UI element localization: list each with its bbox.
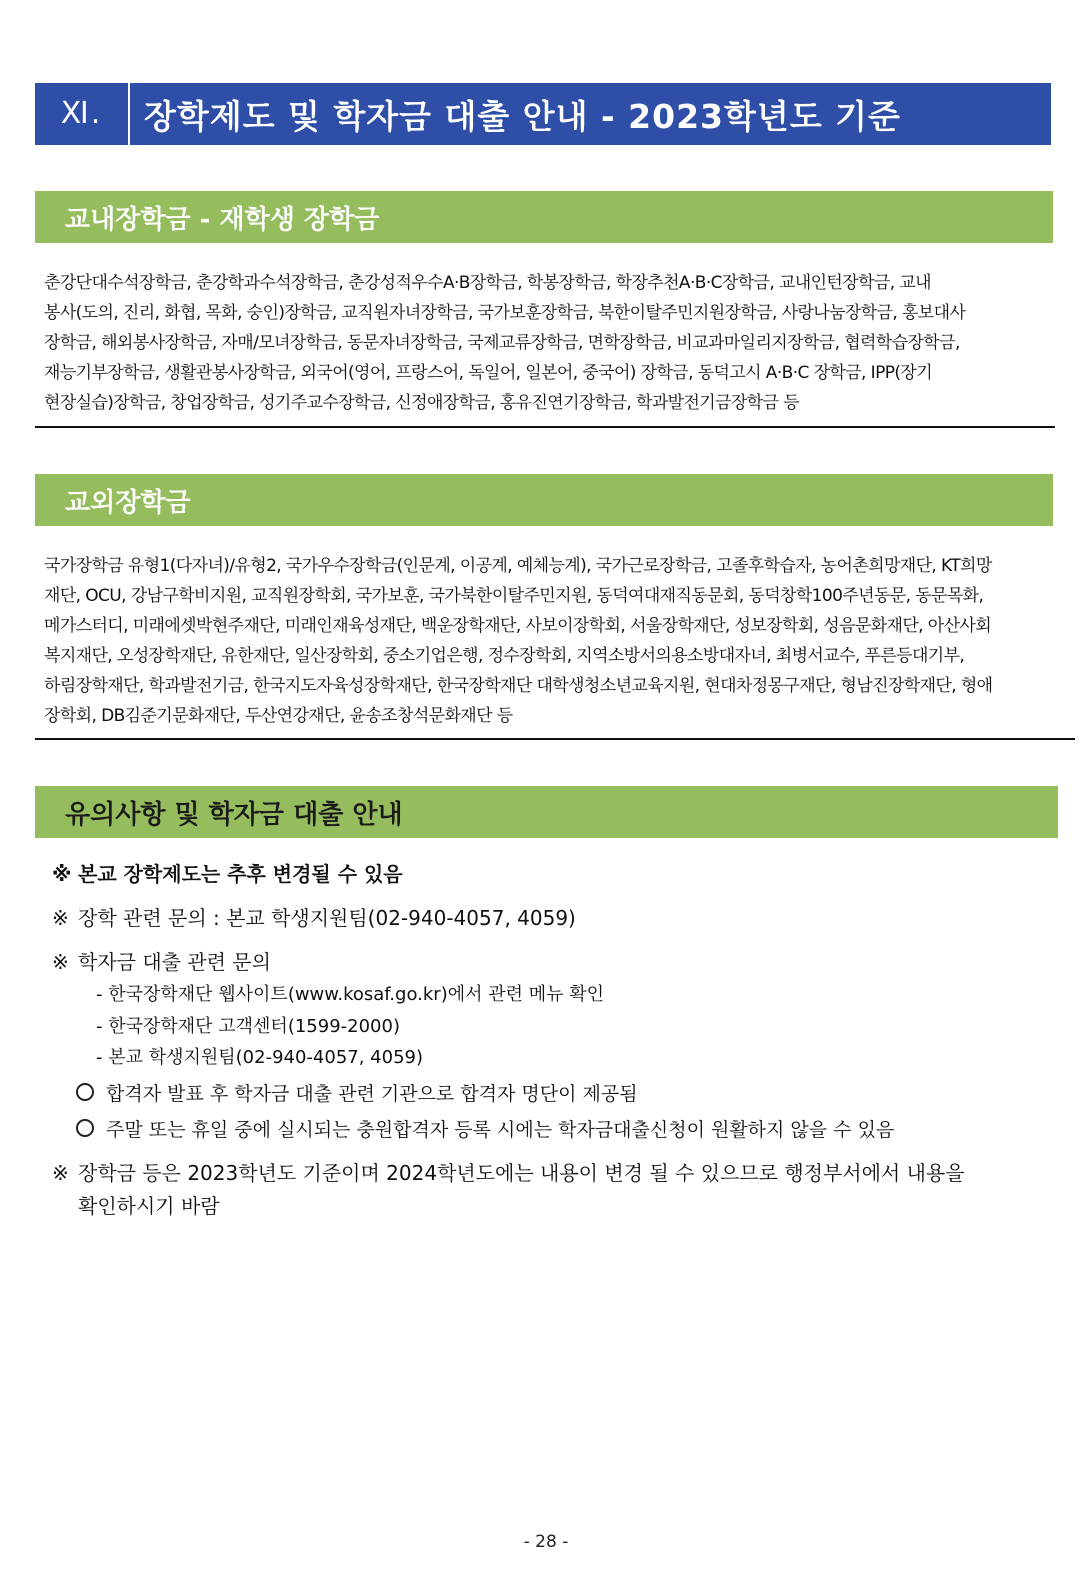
notice-item: ※ 장학 관련 문의 : 본교 학생지원팀(02-940-4057, 4059) — [52, 906, 576, 930]
text-line: 재능기부장학금, 생활관봉사장학금, 외국어(영어, 프랑스어, 독일어, 일본어, 중국어) 장학금, 동덕고시 A·B·C 장학금, IPP(장기 — [44, 363, 933, 383]
text-line: 메가스터디, 미래에셋박현주재단, 미래인재육성재단, 백운장학재단, 사보이장학회, 서울장학재단, 성보장학회, 성음문화재단, 아산사회 — [44, 616, 992, 636]
notice-item-final: ※ 장학금 등은 2023학년도 기준이며 2024학년도에는 내용이 변경 될 수 있으므로 행정부서에서 내용을 — [52, 1161, 965, 1185]
loan-contact-office: - 본교 학생지원팀(02-940-4057, 4059) — [96, 1047, 424, 1068]
text-line: 장학회, DB김준기문화재단, 두산연강재단, 윤송조창석문화재단 등 — [44, 706, 513, 726]
loan-contact-website: - 한국장학재단 웹사이트(www.kosaf.go.kr)에서 관련 메뉴 확인 — [96, 984, 604, 1005]
text-line: 재단, OCU, 강남구학비지원, 교직원장학회, 국가보훈, 국가북한이탈주민지원, 동덕여대재직동문회, 동덕창학100주년동문, 동문목화, — [44, 586, 984, 606]
page-number: - 28 - — [523, 1532, 569, 1552]
notice-item: ※ 학자금 대출 관련 문의 — [52, 950, 271, 974]
section-divider — [35, 738, 1075, 740]
reference-mark-icon: ※ — [52, 906, 69, 930]
notice-item-final-cont: 확인하시기 바람 — [78, 1194, 220, 1218]
chapter-number: Ⅺ. — [35, 83, 130, 145]
circle-bullet-icon — [76, 1083, 94, 1101]
section-heading-notice: 유의사항 및 학자금 대출 안내 — [35, 786, 1058, 838]
text-line: 춘강단대수석장학금, 춘강학과수석장학금, 춘강성적우수A·B장학금, 학봉장학금, 학장추천A·B·C장학금, 교내인턴장학금, 교내 — [44, 273, 931, 293]
notice-item: ※ 본교 장학제도는 추후 변경될 수 있음 — [52, 862, 403, 886]
section-heading-oncampus: 교내장학금 - 재학생 장학금 — [35, 191, 1053, 243]
notice-circle-item: 주말 또는 휴일 중에 실시되는 충원합격자 등록 시에는 학자금대출신청이 원활하지 않을 수 있음 — [76, 1115, 894, 1142]
chapter-header — [35, 83, 1051, 145]
text-line: 국가장학금 유형1(다자녀)/유형2, 국가우수장학금(인문계, 이공계, 예체능계), 국가근로장학금, 고졸후학습자, 농어촌희망재단, KT희망 — [44, 556, 992, 576]
text-line: 장학금, 해외봉사장학금, 자매/모녀장학금, 동문자녀장학금, 국제교류장학금, 면학장학금, 비교과마일리지장학금, 협력학습장학금, — [44, 333, 960, 353]
text-line: 봉사(도의, 진리, 화협, 목화, 숭인)장학금, 교직원자녀장학금, 국가보훈장학금, 북한이탈주민지원장학금, 사랑나눔장학금, 홍보대사 — [44, 303, 966, 323]
text-line: 하림장학재단, 학과발전기금, 한국지도자육성장학재단, 한국장학재단 대학생청소년교육지원, 현대차정몽구재단, 형남진장학재단, 형애 — [44, 676, 993, 696]
section-body-offcampus — [44, 551, 1062, 731]
circle-bullet-icon — [76, 1119, 94, 1137]
section-body-oncampus — [44, 268, 1062, 418]
chapter-title: 장학제도 및 학자금 대출 안내 - 2023학년도 기준 — [144, 96, 901, 136]
section-divider — [35, 426, 1055, 428]
reference-mark-icon: ※ — [52, 950, 69, 974]
reference-mark-icon: ※ — [52, 1161, 69, 1185]
reference-mark-icon: ※ — [52, 862, 72, 886]
section-heading-offcampus: 교외장학금 — [35, 474, 1053, 526]
text-line: 복지재단, 오성장학재단, 유한재단, 일산장학회, 중소기업은행, 정수장학회, 지역소방서의용소방대자녀, 최병서교수, 푸른등대기부, — [44, 646, 965, 666]
text-line: 현장실습)장학금, 창업장학금, 성기주교수장학금, 신정애장학금, 홍유진연기장학금, 학과발전기금장학금 등 — [44, 393, 800, 413]
loan-contact-callcenter: - 한국장학재단 고객센터(1599-2000) — [96, 1016, 400, 1037]
notice-circle-item: 합격자 발표 후 학자금 대출 관련 기관으로 합격자 명단이 제공됨 — [76, 1079, 638, 1106]
